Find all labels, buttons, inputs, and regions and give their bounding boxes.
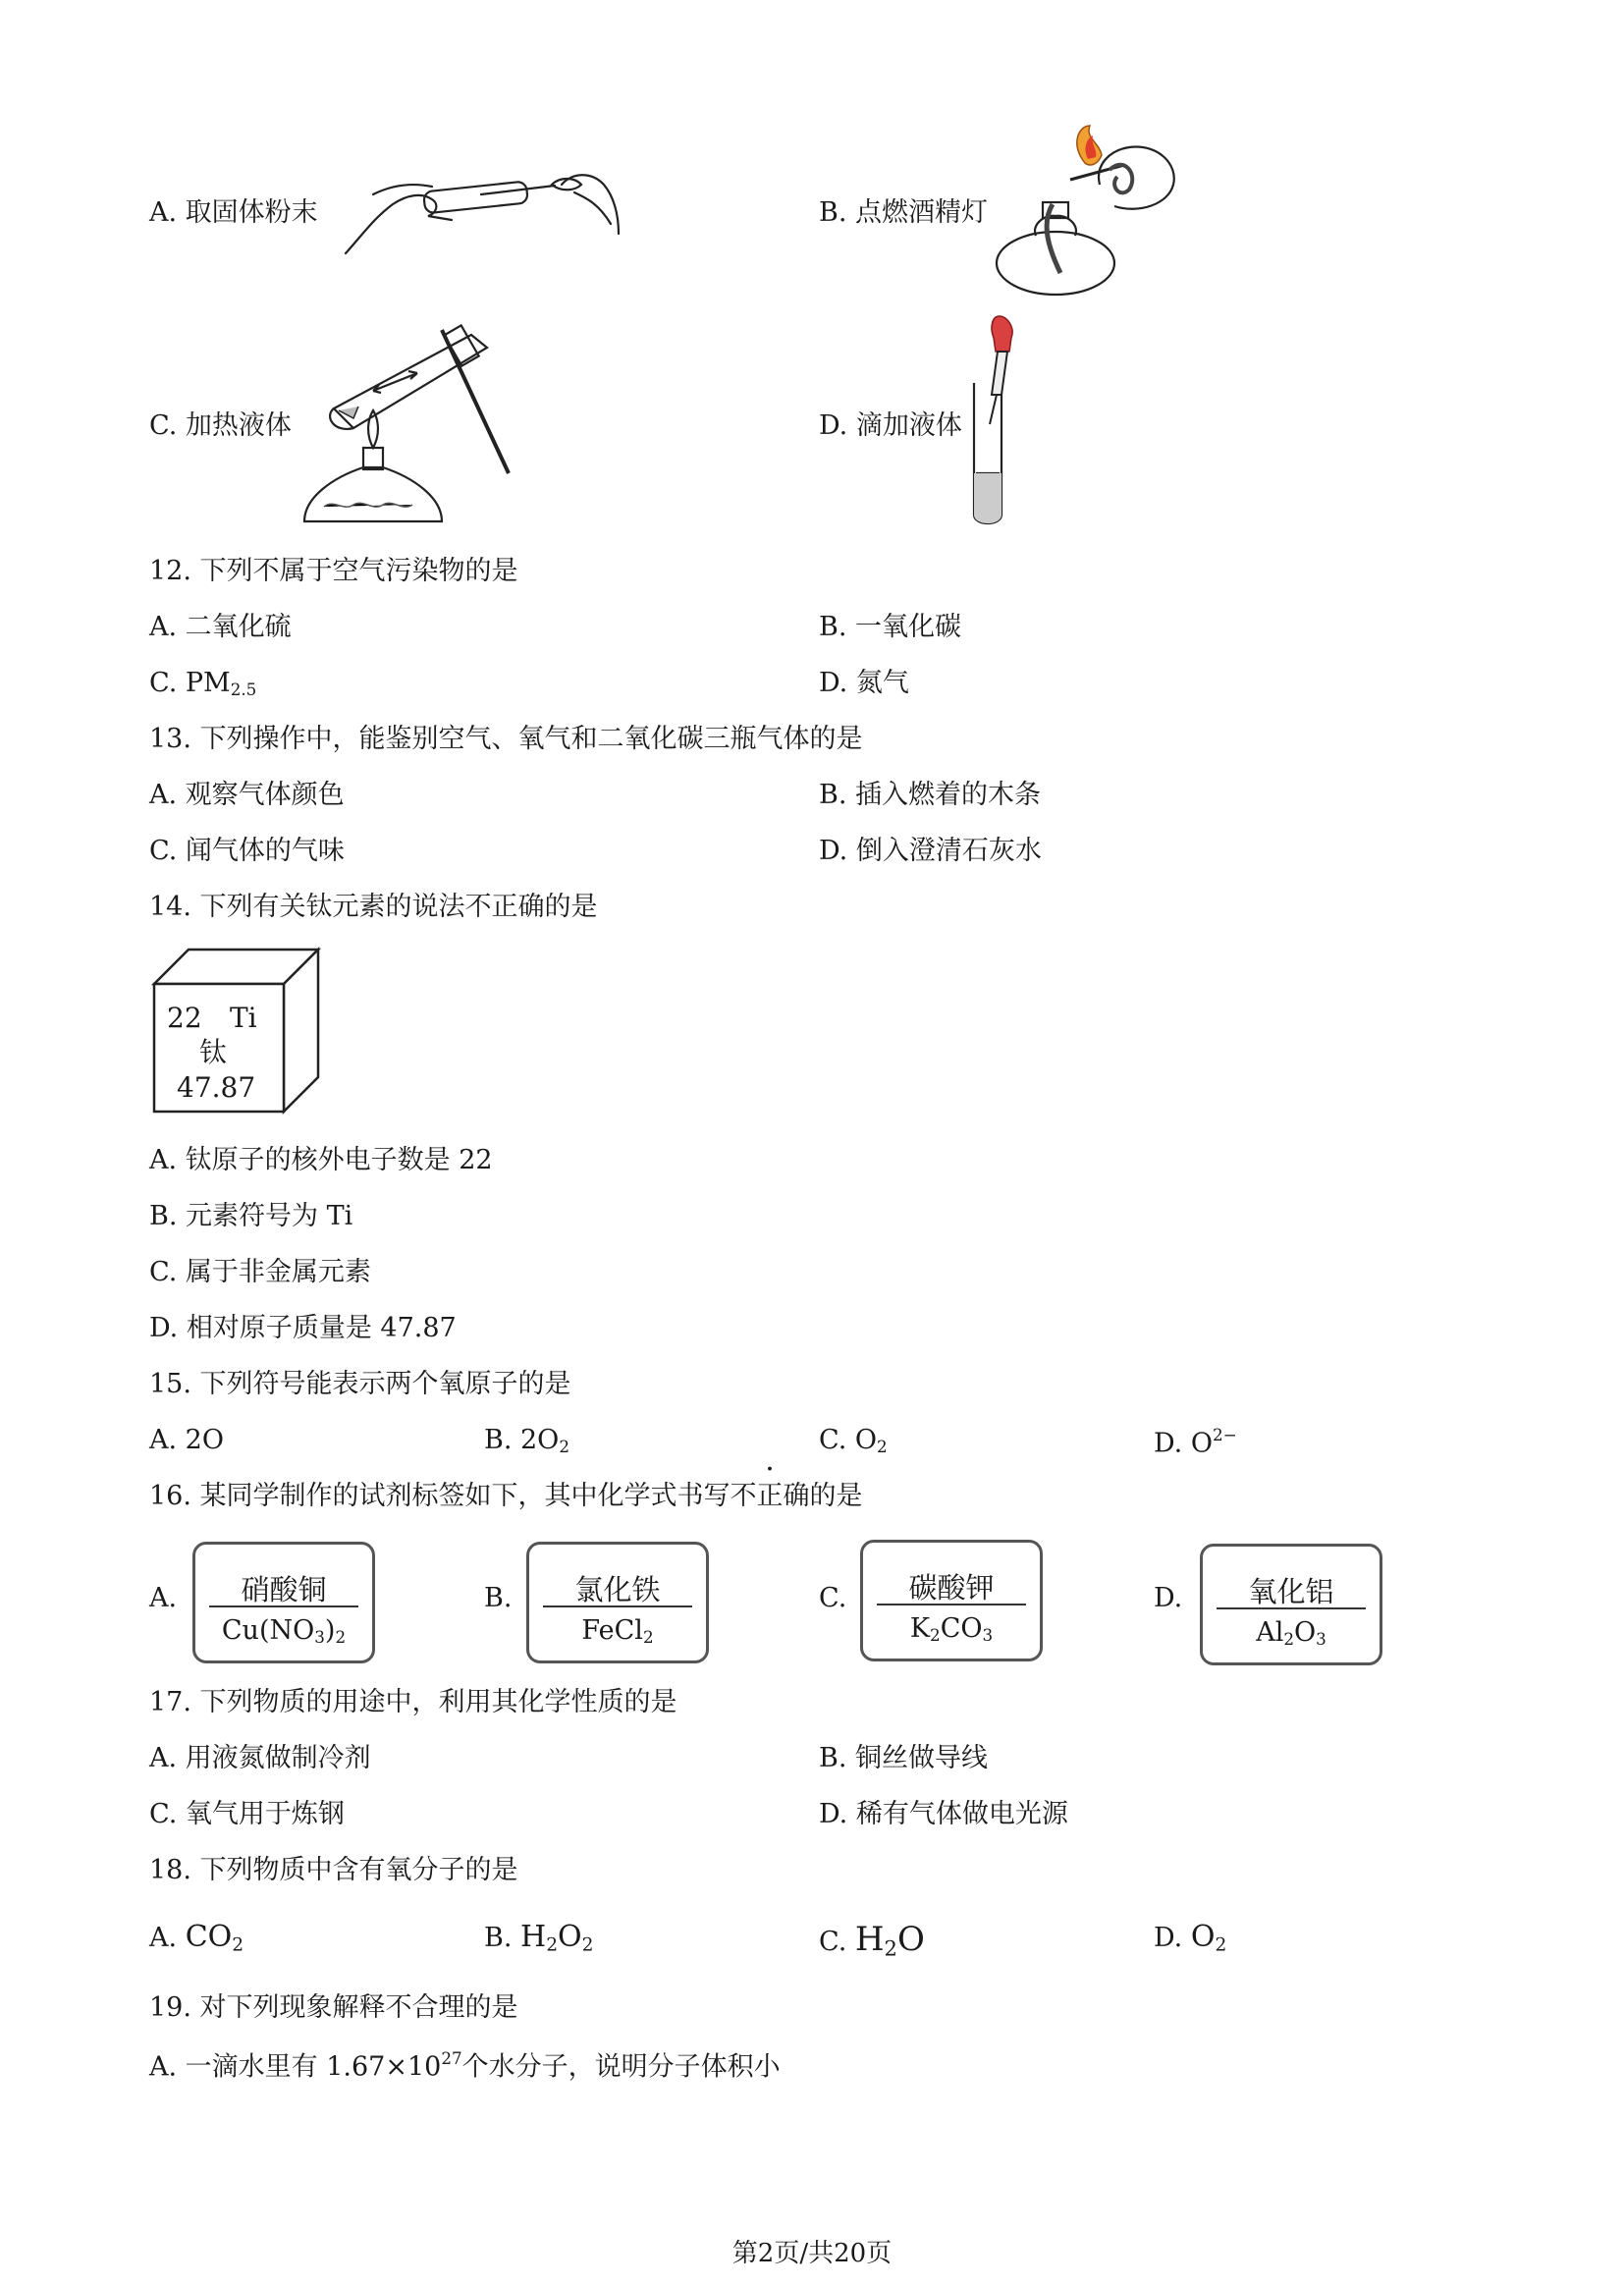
q14-option-b: B. 元素符号为 Ti — [149, 1201, 353, 1231]
q15-option-b: B. $2O_2$ — [484, 1425, 569, 1457]
heating-liquid-illustration — [295, 320, 520, 528]
q12-option-b: B. 一氧化碳 — [819, 612, 962, 642]
q11-option-b: B. 点燃酒精灯 — [819, 197, 989, 228]
q14-option-d: D. 相对原子质量是 47.87 — [149, 1313, 457, 1343]
q18-option-c: C. $H_2O$ — [819, 1920, 925, 1961]
q12-stem: 12. 下列不属于空气污染物的是 — [149, 556, 518, 586]
powder-spatula-illustration — [334, 165, 619, 263]
q15-option-a: A. 2O — [149, 1425, 224, 1455]
dropping-liquid-illustration — [962, 316, 1041, 532]
q13-option-d: D. 倒入澄清石灰水 — [819, 836, 1042, 866]
element-atomic-mass: 47.87 — [177, 1071, 256, 1104]
q18-option-a: A. $CO_2$ — [149, 1920, 244, 1956]
q14-option-c: C. 属于非金属元素 — [149, 1257, 371, 1287]
q17-stem: 17. 下列物质的用途中，利用其化学性质的是 — [149, 1687, 677, 1717]
reagent-label-c: 碳酸钾 $K_2CO_3$ — [860, 1540, 1043, 1661]
q16-stem: 16. 某同学制作的试剂标签如下，其中化学式书写不正确的是 — [149, 1481, 863, 1511]
q12-option-d: D. 氮气 — [819, 668, 909, 698]
element-atomic-number: 22 — [167, 1002, 202, 1034]
emphasis-dots: 不正确 — [730, 1481, 810, 1511]
q15-stem: 15. 下列符号能表示两个氧原子的是 — [149, 1369, 571, 1399]
q11-option-d: D. 滴加液体 — [819, 410, 962, 441]
element-symbol: Ti — [230, 1002, 257, 1034]
reagent-label-b: 氯化铁 FeCl$_2$ — [526, 1542, 709, 1663]
q19-option-a: A. 一滴水里有 $1.67\times 10^{27}$个水分子，说明分子体积小 — [149, 2048, 781, 2083]
lighting-alcohol-lamp-illustration — [992, 126, 1188, 302]
reagent-label-a: 硝酸铜 $Cu(NO_3)_2$ — [192, 1542, 375, 1663]
q16-letter-d: D. — [1154, 1583, 1183, 1613]
q15-option-d: D. $O^{2-}$ — [1154, 1425, 1237, 1459]
q16-letter-b: B. — [484, 1583, 513, 1613]
q18-stem: 18. 下列物质中含有氧分子的是 — [149, 1855, 518, 1885]
q13-stem: 13. 下列操作中，能鉴别空气、氧气和二氧化碳三瓶气体的是 — [149, 724, 863, 754]
reagent-label-d: 氧化铝 $Al_2O_3$ — [1200, 1544, 1382, 1665]
q19-stem: 19. 对下列现象解释不合理的是 — [149, 1992, 518, 2023]
q16-letter-a: A. — [149, 1583, 178, 1613]
q11-option-c: C. 加热液体 — [149, 410, 292, 441]
page-number: 第2页/共20页 — [731, 2239, 893, 2268]
q13-option-c: C. 闻气体的气味 — [149, 836, 345, 866]
q13-option-b: B. 插入燃着的木条 — [819, 780, 1042, 810]
element-name: 钛 — [199, 1036, 228, 1068]
q14-option-a: A. 钛原子的核外电子数是 22 — [149, 1145, 493, 1175]
q17-option-b: B. 铜丝做导线 — [819, 1743, 989, 1773]
q17-option-a: A. 用液氮做制冷剂 — [149, 1743, 371, 1773]
q12-option-a: A. 二氧化硫 — [149, 612, 292, 642]
q16-letter-c: C. — [819, 1583, 847, 1613]
q18-option-b: B. $H_2O_2$ — [484, 1920, 594, 1956]
q13-option-a: A. 观察气体颜色 — [149, 780, 345, 810]
q17-option-c: C. 氧气用于炼钢 — [149, 1799, 345, 1829]
q11-option-a: A. 取固体粉末 — [149, 197, 318, 228]
q15-option-c: C. $O_2$ — [819, 1425, 888, 1457]
q17-option-d: D. 稀有气体做电光源 — [819, 1799, 1068, 1829]
q14-stem: 14. 下列有关钛元素的说法不正确的是 — [149, 892, 598, 922]
q12-option-c: C. $PM_{2.5}$ — [149, 668, 257, 700]
q18-option-d: D. $O_2$ — [1154, 1920, 1227, 1956]
